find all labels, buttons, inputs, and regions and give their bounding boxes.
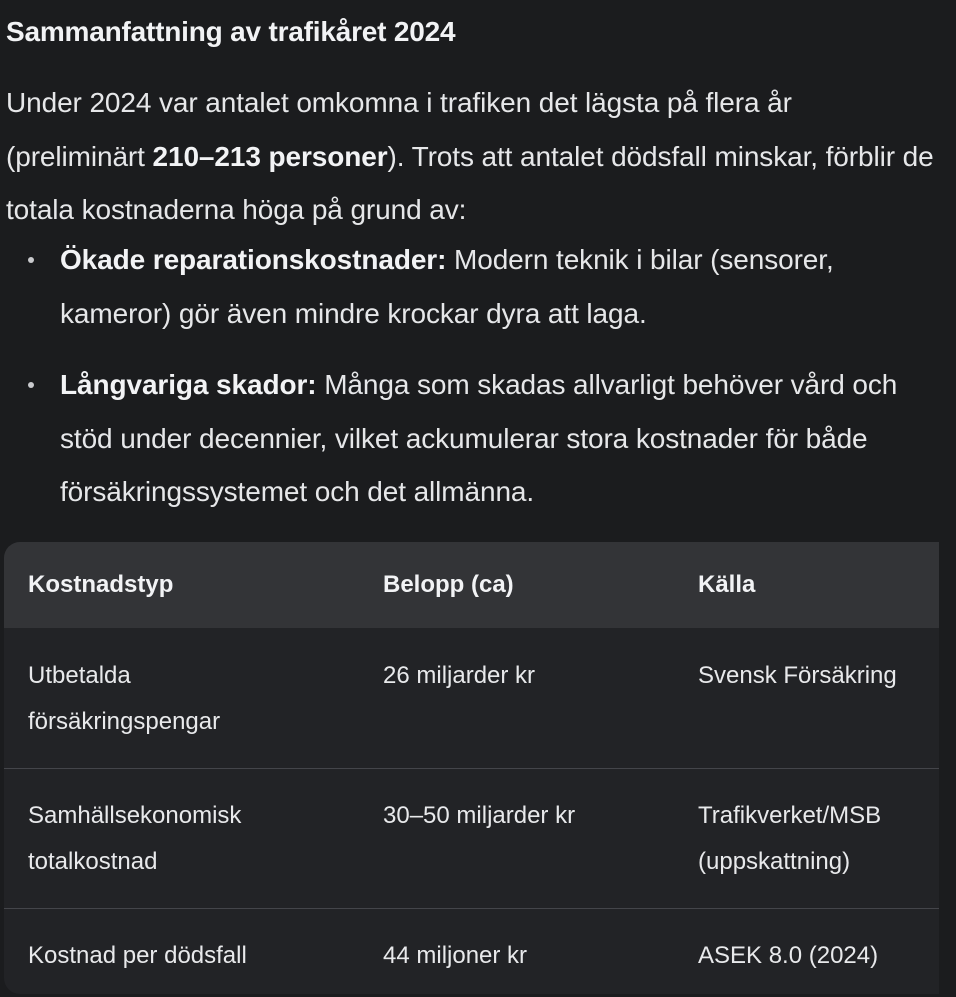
table-cell: Svensk Försäkring (698, 662, 897, 689)
intro-text-after: ). Trots att antalet dödsfall minskar, förblir de totala kostnaderna höga på grund av: (6, 140, 934, 225)
table-row (4, 628, 939, 769)
list-item-text: Modern teknik i bilar (sensorer, kameror) gör även mindre krockar dyra att laga. (60, 244, 834, 329)
table-row (4, 769, 939, 909)
cell-line: Samhällsekonomisk (28, 802, 242, 829)
table-cell: 26 miljarder kr (383, 662, 536, 689)
bullet-dot-icon (28, 257, 34, 263)
cell-line: totalkostnad (28, 848, 158, 875)
list-item-title: Långvariga skador: (60, 369, 317, 400)
column-header-belopp: Belopp (ca) (383, 571, 514, 598)
table-cell: Kostnad per dödsfall (28, 942, 247, 969)
intro-paragraph (6, 76, 936, 237)
table-row (4, 909, 939, 995)
list-item-text: Många som skadas allvarligt behöver vård och stöd under decennier, vilket ackumulerar stora kostnader för både försäkringssystemet och det allmänna. (60, 369, 898, 507)
summary-heading: Sammanfattning av trafikåret 2024 (6, 16, 456, 47)
table-cell (4, 769, 383, 909)
cell-line: Trafikverket/MSB (698, 802, 882, 829)
cost-table (4, 542, 939, 994)
cost-table-container[interactable] (4, 542, 939, 994)
intro-text-before: Under 2024 var antalet omkomna i trafiken det lägsta på flera år (preliminärt (6, 87, 792, 172)
list-item-title: Ökade reparationskostnader: (60, 244, 447, 275)
bullet-dot-icon (28, 382, 34, 388)
reason-list (0, 233, 930, 519)
table-header-row (4, 542, 939, 628)
cell-line: (uppskattning) (698, 848, 851, 875)
intro-bold-count: 210–213 personer (152, 140, 388, 172)
cell-line: Utbetalda (28, 662, 131, 689)
column-header-kalla: Källa (698, 571, 756, 598)
column-header-kostnadstyp: Kostnadstyp (28, 571, 174, 598)
table-cell: ASEK 8.0 (2024) (698, 942, 879, 969)
cell-line: försäkringspengar (28, 708, 221, 735)
table-cell (4, 628, 383, 769)
table-cell (698, 769, 939, 909)
table-cell: 44 miljoner kr (383, 942, 528, 969)
list-item (0, 233, 930, 340)
list-item (0, 358, 930, 519)
table-cell: 30–50 miljarder kr (383, 802, 576, 829)
